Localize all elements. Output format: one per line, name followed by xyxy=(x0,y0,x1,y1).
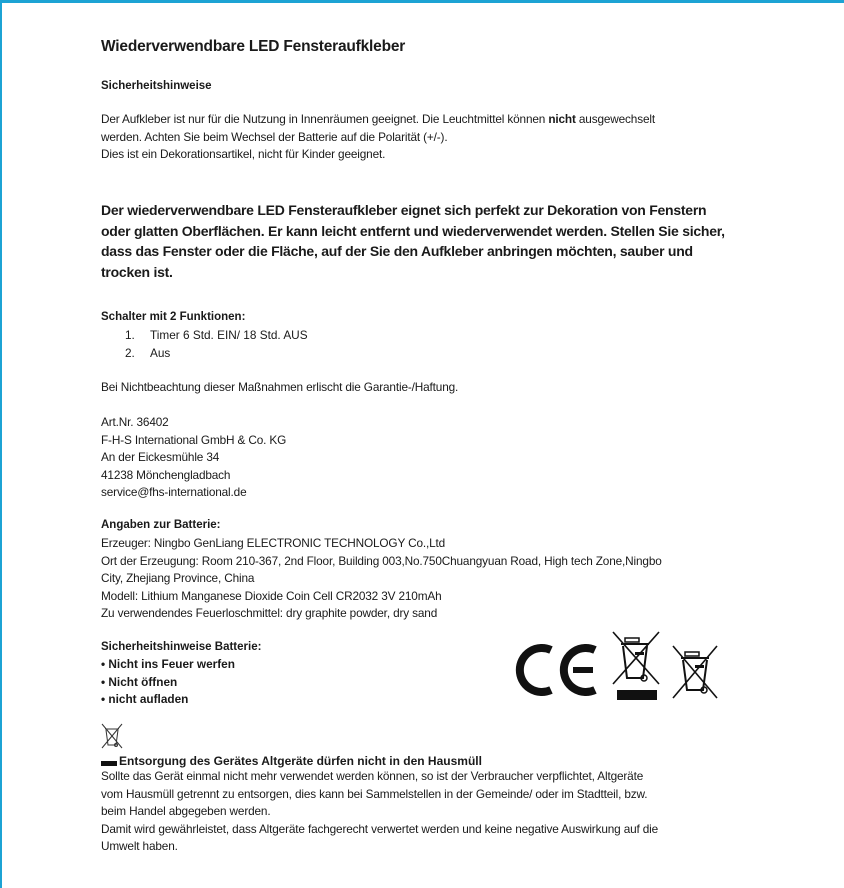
lead-line: dass das Fenster oder die Fläche, auf der Sie den Aufkleber anbringen möchten, sauber und xyxy=(101,243,693,259)
disposal-heading-row xyxy=(101,754,482,768)
safety-line-1-bold: nicht xyxy=(548,112,576,126)
certification-marks xyxy=(515,628,725,713)
list-number: 2. xyxy=(125,345,135,360)
document-title: Wiederverwendbare LED Fensteraufkleber xyxy=(101,38,406,55)
article-number: Art.Nr. 36402 xyxy=(101,415,169,429)
weee-small-icon xyxy=(101,723,123,751)
disposal-line: Damit wird gewährleistet, dass Altgeräte fachgerecht verwertet werden und keine negative Auswirkung auf die xyxy=(101,821,659,836)
disposal-line: beim Handel abgegeben werden. xyxy=(101,804,271,818)
battery-safety-heading: Sicherheitshinweise Batterie: xyxy=(101,641,262,653)
frame-border-left xyxy=(0,0,2,888)
battery-line: Modell: Lithium Manganese Dioxide Coin Cell CR2032 3V 210mAh xyxy=(101,588,442,603)
city: 41238 Mönchengladbach xyxy=(101,467,231,482)
address-block xyxy=(101,414,766,502)
battery-heading: Angaben zur Batterie: xyxy=(101,519,221,531)
switch-heading: Schalter mit 2 Funktionen: xyxy=(101,311,246,323)
safety-line-2: werden. Achten Sie beim Wechsel der Batterie auf die Polarität (+/-). xyxy=(101,129,448,144)
lead-paragraph xyxy=(101,200,766,282)
warranty-note: Bei Nichtbeachtung dieser Maßnahmen erlischt die Garantie-/Haftung. xyxy=(101,380,459,394)
safety-text xyxy=(101,111,766,164)
battery-info xyxy=(101,535,766,623)
weee-bar-icon xyxy=(101,761,117,766)
disposal-line: vom Hausmüll getrennt zu entsorgen, dies kann bei Sammelstellen in der Gemeinde/ oder im Stadtteil, bzw. xyxy=(101,786,648,801)
lead-line: oder glatten Oberflächen. Er kann leicht entfernt und wiederverwendet werden. Stellen Sie sicher, xyxy=(101,222,725,239)
company-name: F-H-S International GmbH & Co. KG xyxy=(101,432,287,447)
safety-heading: Sicherheitshinweise xyxy=(101,80,212,92)
battery-line: Ort der Erzeugung: Room 210-367, 2nd Floor, Building 003,No.750Chuangyuan Road, High tech Zone,Ningbo xyxy=(101,553,662,568)
safety-line-1 xyxy=(101,111,766,129)
bullet-item: • Nicht ins Feuer werfen xyxy=(101,657,235,671)
battery-safety-list xyxy=(101,656,235,709)
weee-bin-with-bar-icon xyxy=(613,632,659,700)
safety-line-3: Dies ist ein Dekorationsartikel, nicht für Kinder geeignet. xyxy=(101,147,386,161)
ce-mark-icon xyxy=(515,628,725,708)
battery-line: City, Zhejiang Province, China xyxy=(101,571,255,585)
weee-bin-icon xyxy=(673,646,717,698)
switch-list-item xyxy=(125,345,308,363)
battery-line: Zu verwendendes Feuerloschmittel: dry graphite powder, dry sand xyxy=(101,606,438,620)
battery-line: Erzeuger: Ningbo GenLiang ELECTRONIC TECHNOLOGY Co.,Ltd xyxy=(101,536,446,550)
switch-list-item xyxy=(125,327,308,345)
safety-line-1-post: ausgewechselt xyxy=(575,112,655,126)
bullet-item: • Nicht öffnen xyxy=(101,674,178,689)
disposal-text xyxy=(101,768,766,856)
lead-line: Der wiederverwendbare LED Fensteraufkleber eignet sich perfekt zur Dekoration von Fenstern xyxy=(101,202,707,218)
lead-line: trocken ist. xyxy=(101,263,173,280)
safety-line-1-pre: Der Aufkleber ist nur für die Nutzung in Innenräumen geeignet. Die Leuchtmittel können xyxy=(101,112,549,126)
street: An der Eickesmühle 34 xyxy=(101,450,220,464)
ce-e-bar xyxy=(573,667,593,673)
switch-list xyxy=(125,327,308,362)
bullet-item: • nicht aufladen xyxy=(101,692,189,706)
list-text: Timer 6 Std. EIN/ 18 Std. AUS xyxy=(150,328,308,342)
disposal-line: Sollte das Gerät einmal nicht mehr verwendet werden können, so ist der Verbraucher verpflichtet, Altgeräte xyxy=(101,769,644,783)
frame-border-top xyxy=(0,0,844,3)
ce-c-glyph xyxy=(520,648,551,692)
disposal-line: Umwelt haben. xyxy=(101,839,178,853)
list-text: Aus xyxy=(150,345,171,360)
disposal-heading: Entsorgung des Gerätes Altgeräte dürfen nicht in den Hausmüll xyxy=(119,754,482,768)
list-number: 1. xyxy=(125,328,135,342)
email-link[interactable]: service@fhs-international.de xyxy=(101,485,247,499)
